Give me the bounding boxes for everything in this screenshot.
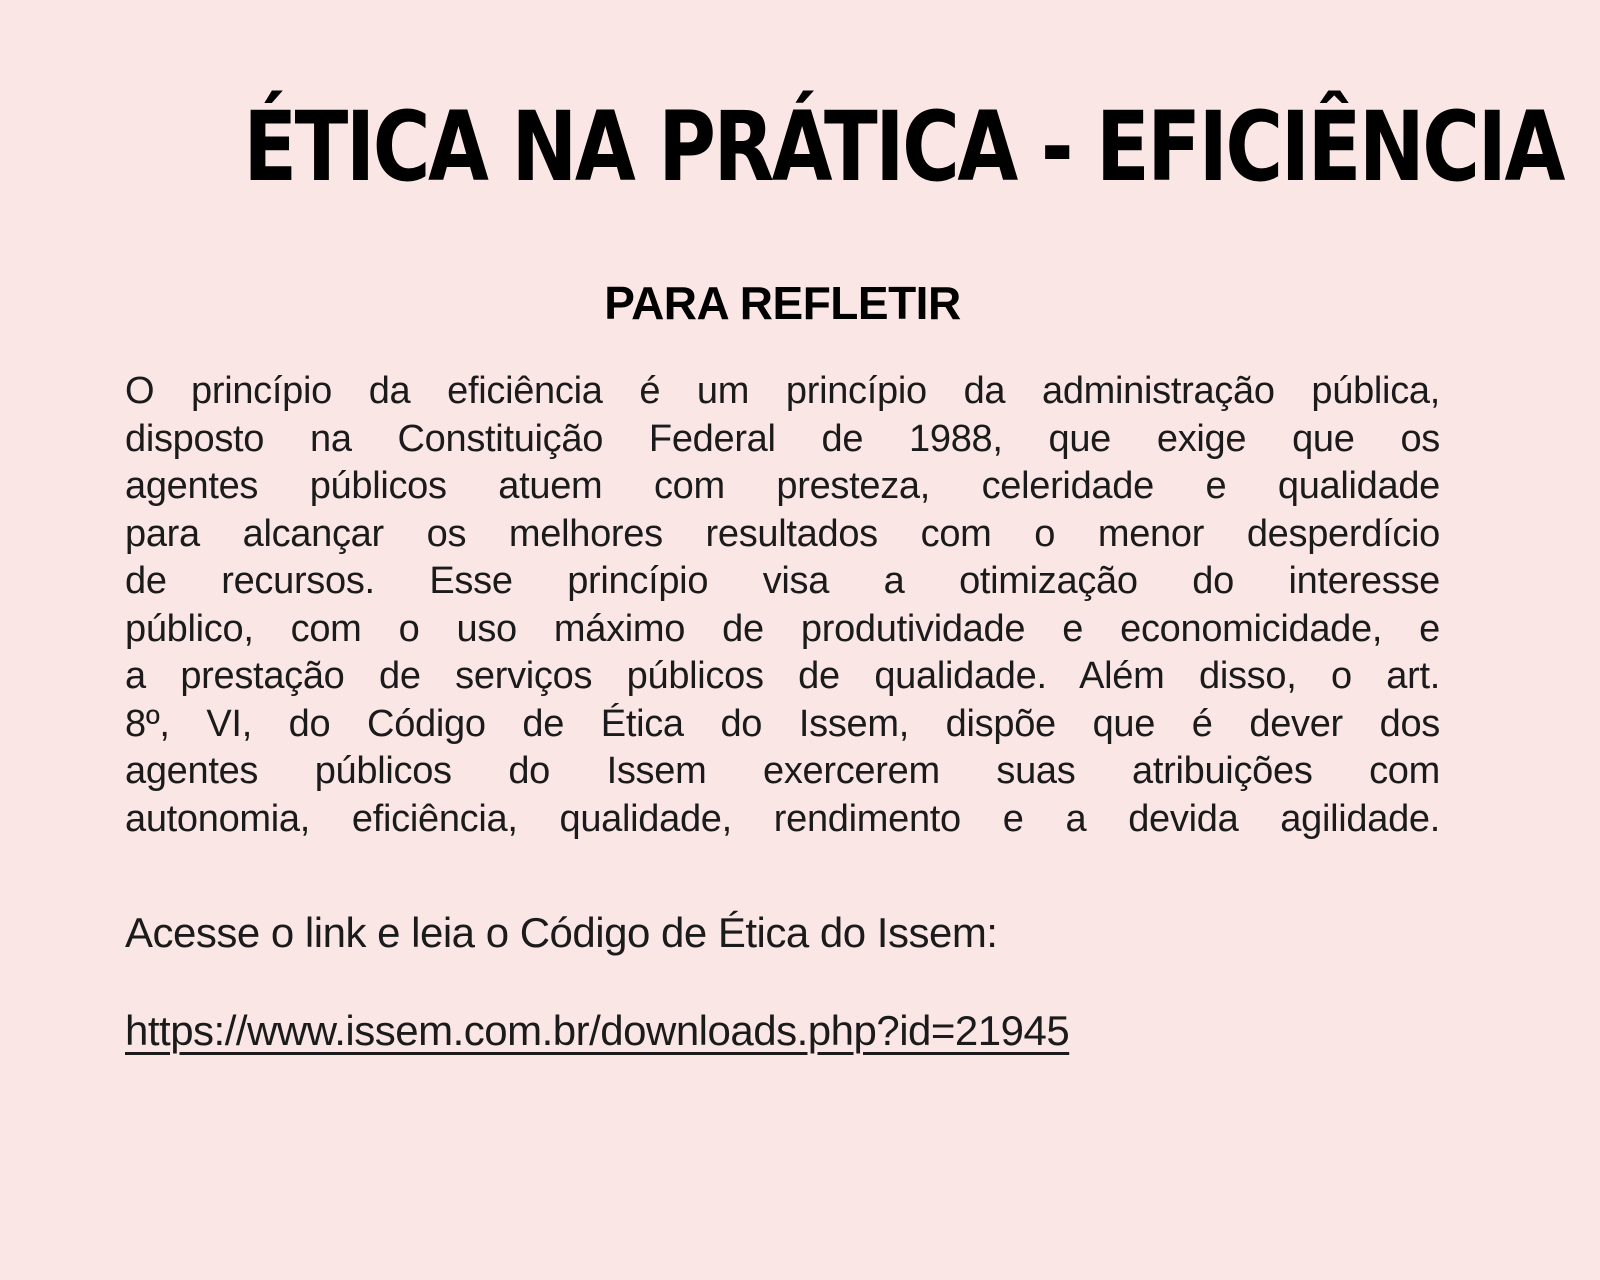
paragraph-line: para alcançar os melhores resultados com o menor desperdício — [125, 512, 1440, 555]
paragraph-line: público, com o uso máximo de produtividade e economicidade, e — [125, 607, 1440, 650]
paragraph-line: disposto na Constituição Federal de 1988, que exige que os — [125, 417, 1440, 460]
page-title: ÉTICA NA PRÁTICA - EFICIÊNCIA — [243, 91, 1563, 203]
paragraph-line: a prestação de serviços públicos de qualidade. Além disso, o art. — [125, 655, 1440, 698]
paragraph-line: autonomia, eficiência, qualidade, rendimento e a devida agilidade. — [125, 797, 1440, 840]
section-heading: PARA REFLETIR — [604, 277, 961, 330]
code-of-ethics-link[interactable]: https://www.issem.com.br/downloads.php?id=21945 — [125, 1006, 1070, 1054]
link-intro-text: Acesse o link e leia o Código de Ética do Issem: — [125, 909, 998, 957]
paragraph-line: agentes públicos do Issem exercerem suas atribuições com — [125, 750, 1440, 793]
paragraph-line: agentes públicos atuem com presteza, celeridade e qualidade — [125, 465, 1440, 508]
body-paragraph — [125, 368, 1440, 843]
paragraph-line: O princípio da eficiência é um princípio da administração pública, — [125, 370, 1440, 413]
paragraph-line: de recursos. Esse princípio visa a otimização do interesse — [125, 560, 1440, 603]
paragraph-line: 8º, VI, do Código de Ética do Issem, dispõe que é dever dos — [125, 702, 1440, 745]
